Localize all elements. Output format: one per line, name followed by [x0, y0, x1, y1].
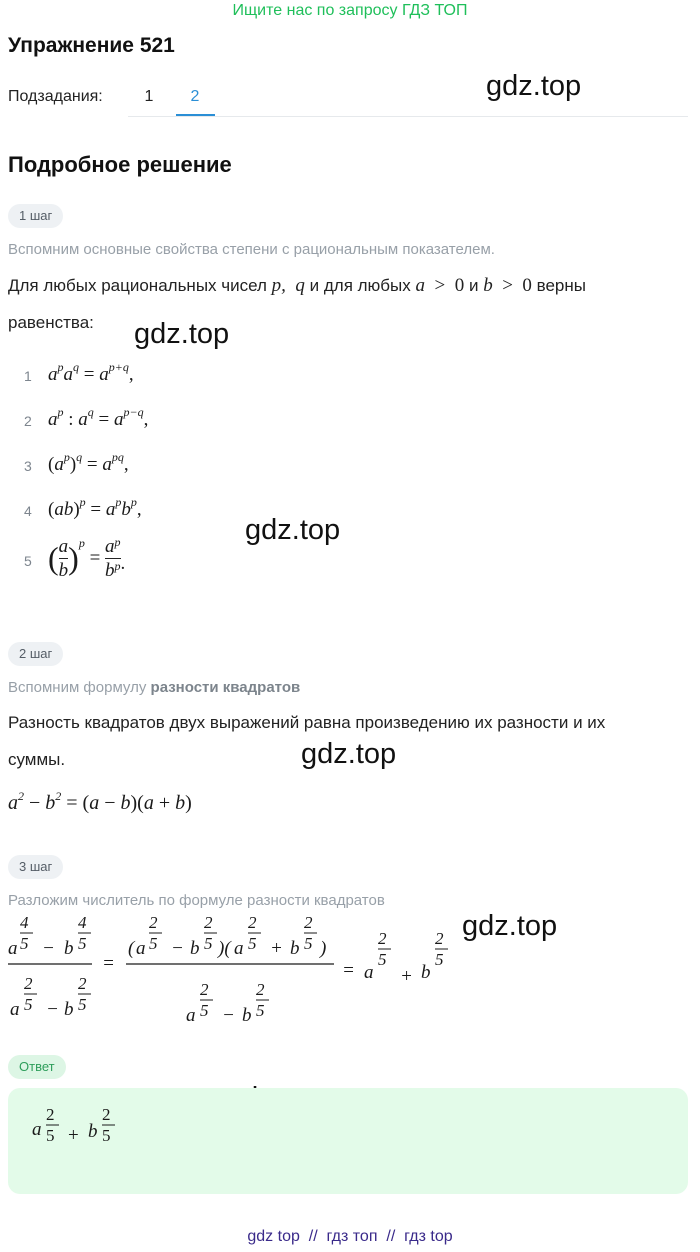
svg-text:5: 5	[435, 950, 444, 969]
subtasks-divider	[128, 116, 688, 117]
svg-text:5: 5	[24, 995, 33, 1014]
formula-number-5: 5	[24, 553, 32, 569]
svg-text:2: 2	[256, 980, 265, 999]
svg-text:−: −	[222, 1005, 235, 1026]
step2-text-line1: Разность квадратов двух выражений равна произведению их разности и их	[8, 713, 606, 732]
svg-text:2: 2	[304, 913, 313, 932]
svg-text:b: b	[64, 938, 74, 959]
svg-text:=: =	[342, 960, 355, 981]
svg-text:a: a	[186, 1005, 196, 1026]
step2-hint	[8, 679, 300, 696]
svg-text:2: 2	[24, 974, 33, 993]
answer-formula	[30, 1104, 140, 1179]
svg-text:5: 5	[78, 995, 87, 1014]
step1-text-line2: равенства:	[8, 313, 94, 332]
tab-active-underline	[176, 114, 215, 116]
svg-text:2: 2	[78, 974, 87, 993]
step1-text-a: Для любых рациональных чисел	[8, 276, 267, 295]
svg-text:2: 2	[435, 929, 444, 948]
svg-text:+: +	[270, 938, 283, 959]
svg-text:a: a	[32, 1119, 42, 1140]
svg-text:2: 2	[204, 913, 213, 932]
step1-text-c: и	[468, 276, 479, 295]
svg-text:5: 5	[102, 1126, 111, 1145]
math-b-gt-0: b > 0	[483, 275, 532, 296]
svg-text:5: 5	[200, 1001, 209, 1020]
svg-text:5: 5	[304, 934, 313, 953]
svg-text:2: 2	[149, 913, 158, 932]
svg-text:2: 2	[378, 929, 387, 948]
svg-text:a: a	[10, 999, 20, 1020]
footer-links[interactable]: gdz top // гдз топ // гдз top	[247, 1228, 453, 1245]
svg-text:b: b	[290, 938, 300, 959]
tab-subtask-1[interactable]: 1	[144, 88, 154, 105]
step2-text-line2: суммы.	[8, 750, 66, 769]
step1-hint: Вспомним основные свойства степени с рациональным показателем.	[8, 241, 495, 258]
section-title: Подробное решение	[8, 152, 232, 177]
formula-3: $(a^p)^q = a^{pq}$,	[48, 450, 129, 475]
math-pq: p, q	[271, 275, 305, 296]
svg-text:−: −	[46, 999, 59, 1020]
watermark-5: gdz.top	[462, 910, 558, 942]
svg-text:a: a	[234, 938, 244, 959]
page-title: Упражнение 521	[8, 34, 175, 57]
svg-text:a: a	[8, 938, 18, 959]
svg-text:5: 5	[256, 1001, 265, 1020]
svg-text:b: b	[190, 938, 200, 959]
formula-number-3: 3	[24, 458, 32, 474]
svg-text:−: −	[171, 938, 184, 959]
svg-text:5: 5	[248, 934, 257, 953]
tab-subtask-2[interactable]: 2	[190, 88, 200, 105]
svg-text:2: 2	[248, 913, 257, 932]
formula-5: ( $\frac{a}{b}$ )$^p$ = $\frac{a^p}{b^p}$ .	[48, 535, 126, 581]
step3-equation-svg	[8, 914, 478, 1032]
difference-of-squares-formula: $a^2 - b^2 = (a - b)(a + b)$	[8, 789, 192, 814]
formula-1: $a^pa^q = a^{p+q}$,	[48, 360, 134, 385]
svg-text:b: b	[421, 962, 431, 983]
svg-text:b: b	[242, 1005, 252, 1026]
svg-text:5: 5	[78, 934, 87, 953]
svg-text:−: −	[42, 938, 55, 959]
svg-text:+: +	[68, 1125, 79, 1146]
svg-text:(: (	[128, 938, 135, 959]
formula-number-4: 4	[24, 503, 32, 519]
answer-formula-svg	[30, 1104, 140, 1174]
watermark-2: gdz.top	[134, 318, 230, 350]
step2-hint-bold: разности квадратов	[150, 679, 301, 696]
svg-text:5: 5	[149, 934, 158, 953]
svg-text:2: 2	[102, 1105, 111, 1124]
svg-text:): )	[320, 938, 327, 959]
svg-text:4: 4	[20, 913, 29, 932]
svg-text:2: 2	[46, 1105, 55, 1124]
formula-2: $a^p$ : $a^q = a^{p-q}$,	[48, 405, 149, 430]
watermark-3: gdz.top	[245, 514, 341, 546]
step1-text-d: верны	[536, 276, 586, 295]
svg-text:5: 5	[46, 1126, 55, 1145]
svg-text:=: =	[102, 953, 115, 974]
step-badge-2: 2 шаг	[8, 642, 63, 666]
subtasks-label: Подзадания:	[8, 88, 103, 105]
step-badge-3: 3 шаг	[8, 855, 63, 879]
svg-text:b: b	[64, 999, 74, 1020]
watermark-4: gdz.top	[301, 738, 397, 770]
svg-text:5: 5	[378, 950, 387, 969]
formula-number-2: 2	[24, 413, 32, 429]
step-badge-1: 1 шаг	[8, 204, 63, 228]
watermark-1: gdz.top	[486, 70, 582, 102]
formula-4: $(ab)^p = a^pb^p$,	[48, 495, 142, 520]
step3-hint: Разложим числитель по формуле разности квадратов	[8, 892, 385, 909]
svg-text:)(: )(	[218, 938, 231, 959]
svg-text:2: 2	[200, 980, 209, 999]
svg-text:5: 5	[204, 934, 213, 953]
answer-badge: Ответ	[8, 1055, 66, 1079]
math-a-gt-0: a > 0	[415, 275, 465, 296]
svg-text:5: 5	[20, 934, 29, 953]
step1-text-b: и для любых	[309, 276, 411, 295]
svg-text:4: 4	[78, 913, 87, 932]
svg-text:+: +	[400, 966, 413, 987]
step1-text-line1	[8, 275, 586, 297]
banner[interactable]: Ищите нас по запросу ГДЗ ТОП	[232, 2, 468, 19]
formula-number-1: 1	[24, 368, 32, 384]
svg-text:a: a	[364, 962, 374, 983]
step2-hint-plain: Вспомним формулу	[8, 679, 147, 696]
svg-text:b: b	[88, 1121, 98, 1142]
step3-equation	[8, 914, 478, 1032]
svg-text:a: a	[136, 938, 146, 959]
